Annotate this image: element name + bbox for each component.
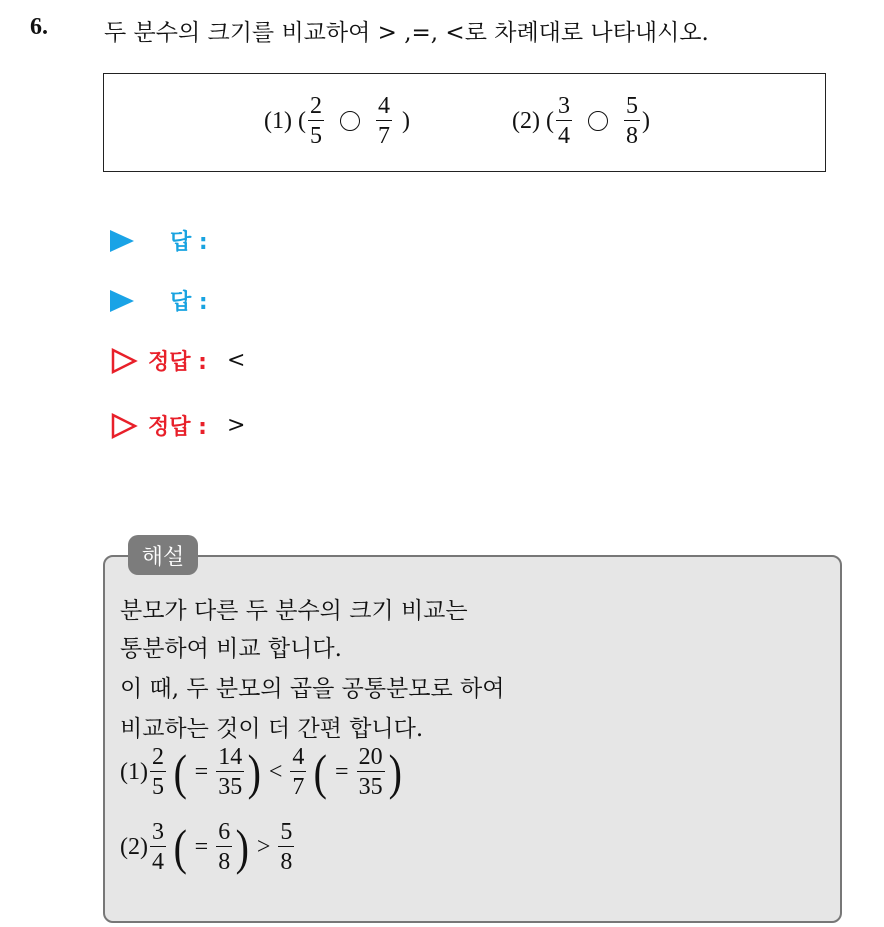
answer-row-1[interactable] — [110, 225, 208, 256]
problem-1-frac-b: $\frac{4}{7}$ — [377, 93, 390, 149]
explanation-line: 분모가 다른 두 분수의 크기 비교는 — [120, 598, 468, 624]
play-triangle-icon — [110, 290, 134, 312]
comparison-circle[interactable] — [588, 111, 608, 131]
correct-row-2 — [110, 410, 245, 441]
frac: $\frac{4}{7}$ — [292, 744, 305, 800]
correct-row-1 — [110, 345, 245, 376]
correct-label: 정답 : — [148, 415, 207, 440]
explanation-eq-1: (1) $\frac{2}{5}$ ( = $\frac{14}{35}$ ) < $\frac{4}{7}$ ( = $\frac{20}{35}$ ) — [120, 744, 402, 800]
explanation-line: 이 때, 두 분모의 곱을 공통분모로 하여 — [120, 676, 505, 702]
problem-2-label: (2) — [512, 107, 540, 134]
outline-triangle-icon — [110, 347, 138, 375]
problem-1: (1) ( $\frac{2}{5}$ $\frac{4}{7}$ ) — [264, 93, 410, 149]
explanation-line: 비교하는 것이 더 간편 합니다. — [120, 716, 424, 742]
outline-triangle-icon — [110, 412, 138, 440]
answer-label: 답 : — [170, 290, 208, 315]
frac: $\frac{20}{35}$ — [358, 744, 383, 800]
problem-box — [103, 73, 826, 172]
question-number: 6. — [30, 14, 48, 40]
problem-1-frac-a: $\frac{2}{5}$ — [309, 93, 322, 149]
correct-value: > — [226, 413, 246, 438]
frac: $\frac{2}{5}$ — [151, 744, 164, 800]
answer-label: 답 : — [170, 230, 208, 255]
frac: $\frac{5}{8}$ — [280, 819, 293, 875]
correct-label: 정답 : — [148, 350, 207, 375]
frac: $\frac{3}{4}$ — [151, 819, 164, 875]
problem-2: (2) ( $\frac{3}{4}$ $\frac{5}{8}$ ) — [512, 93, 650, 149]
problem-2-frac-b: $\frac{5}{8}$ — [625, 93, 638, 149]
frac: $\frac{6}{8}$ — [218, 819, 231, 875]
explanation-eq-2: (2) $\frac{3}{4}$ ( = $\frac{6}{8}$ ) > $\frac{5}{8}$ — [120, 819, 293, 875]
explanation-tag: 해설 — [128, 535, 198, 575]
correct-value: < — [226, 348, 246, 373]
problem-1-label: (1) — [264, 107, 292, 134]
comparison-circle[interactable] — [340, 111, 360, 131]
problem-2-frac-a: $\frac{3}{4}$ — [557, 93, 570, 149]
answer-row-2[interactable] — [110, 285, 208, 316]
question-text: 두 분수의 크기를 비교하여 > ,=, <로 차례대로 나타내시오. — [104, 20, 709, 46]
explanation-line: 통분하여 비교 합니다. — [120, 636, 342, 662]
play-triangle-icon — [110, 230, 134, 252]
frac: $\frac{14}{35}$ — [218, 744, 243, 800]
